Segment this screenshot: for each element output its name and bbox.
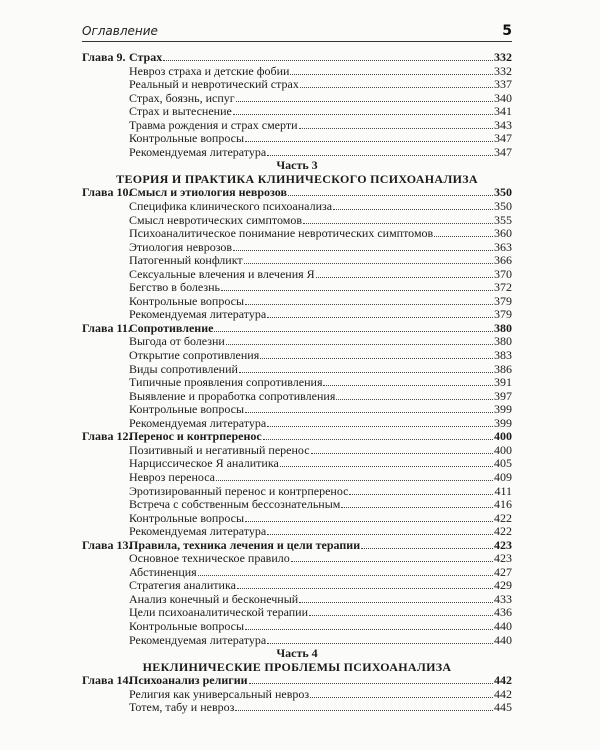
entry-line bbox=[129, 65, 512, 79]
entry-title: Цели психоаналитической терапии bbox=[129, 605, 309, 620]
running-header bbox=[82, 19, 512, 42]
entry-page-number: 423 bbox=[494, 537, 512, 552]
entry-page-number: 400 bbox=[494, 429, 512, 444]
section-entry bbox=[82, 471, 512, 485]
entry-line bbox=[129, 132, 512, 146]
dot-leader bbox=[361, 539, 493, 549]
entry-line bbox=[129, 457, 512, 471]
entry-line bbox=[129, 701, 512, 715]
entry-title: Религия как универсальный невроз bbox=[129, 686, 310, 701]
entry-line bbox=[129, 295, 512, 309]
entry-page-number: 427 bbox=[494, 564, 512, 579]
entry-title: Страх и вытеснение bbox=[129, 104, 232, 119]
entry-page-number: 341 bbox=[494, 104, 512, 119]
dot-leader bbox=[198, 566, 493, 576]
entry-page-number: 337 bbox=[494, 77, 512, 92]
section-entry bbox=[82, 105, 512, 119]
entry-title: Виды сопротивлений bbox=[129, 361, 238, 376]
entry-line bbox=[129, 417, 512, 431]
entry-line bbox=[129, 308, 512, 322]
entry-title: Психоанализ религии bbox=[129, 673, 248, 688]
chapter-label: Глава 11. bbox=[82, 320, 131, 335]
entry-title: Контрольные вопросы bbox=[129, 402, 245, 417]
section-entry bbox=[82, 634, 512, 648]
entry-page-number: 436 bbox=[494, 605, 512, 620]
entry-title: Выгода от болезни bbox=[129, 334, 225, 349]
dot-leader bbox=[245, 403, 493, 413]
section-entry bbox=[82, 403, 512, 417]
chapter-entry bbox=[82, 539, 512, 553]
entry-title: Страх bbox=[129, 50, 163, 64]
entry-title: Этиология неврозов bbox=[129, 239, 233, 254]
section-entry bbox=[82, 268, 512, 282]
entry-line bbox=[129, 579, 512, 593]
entry-line bbox=[129, 512, 512, 526]
entry-line bbox=[129, 552, 512, 566]
entry-page-number: 422 bbox=[494, 524, 512, 539]
section-entry bbox=[82, 688, 512, 702]
chapter-entry bbox=[82, 430, 512, 444]
section-entry bbox=[82, 227, 512, 241]
dot-leader bbox=[214, 322, 493, 332]
entry-title: Бегство в болезнь bbox=[129, 280, 221, 295]
entry-page-number: 380 bbox=[494, 334, 512, 349]
dot-leader bbox=[267, 308, 493, 318]
entry-line bbox=[129, 254, 512, 268]
section-entry bbox=[82, 146, 512, 160]
dot-leader bbox=[260, 349, 493, 359]
entry-page-number: 400 bbox=[494, 442, 512, 457]
dot-leader bbox=[291, 552, 493, 562]
dot-leader bbox=[288, 186, 493, 196]
entry-title: Невроз переноса bbox=[129, 469, 215, 484]
entry-title: Нарциссическое Я аналитика bbox=[129, 456, 279, 471]
section-entry bbox=[82, 308, 512, 322]
section-entry bbox=[82, 498, 512, 512]
dot-leader bbox=[235, 701, 493, 711]
entry-page-number: 332 bbox=[494, 50, 512, 64]
entry-line bbox=[129, 51, 512, 65]
section-entry bbox=[82, 376, 512, 390]
chapter-entry bbox=[82, 322, 512, 336]
entry-title: Рекомендуемая литература bbox=[129, 524, 267, 539]
entry-line bbox=[129, 227, 512, 241]
section-entry bbox=[82, 92, 512, 106]
entry-title: Тотем, табу и невроз bbox=[129, 700, 235, 715]
dot-leader bbox=[316, 268, 493, 278]
entry-line bbox=[129, 498, 512, 512]
section-entry bbox=[82, 525, 512, 539]
chapter-label: Глава 9. bbox=[82, 50, 126, 64]
entry-title: Контрольные вопросы bbox=[129, 293, 245, 308]
entry-line bbox=[129, 566, 512, 580]
chapter-label: Глава 12. bbox=[82, 429, 132, 444]
entry-page-number: 347 bbox=[494, 144, 512, 159]
chapter-entry bbox=[82, 186, 512, 200]
entry-title: Контрольные вопросы bbox=[129, 131, 245, 146]
entry-page-number: 411 bbox=[494, 483, 512, 498]
entry-page-number: 416 bbox=[494, 497, 512, 512]
entry-page-number: 350 bbox=[494, 185, 512, 200]
section-entry bbox=[82, 701, 512, 715]
section-entry bbox=[82, 200, 512, 214]
part-heading: Часть 3 bbox=[276, 158, 318, 173]
entry-line bbox=[129, 634, 512, 648]
section-entry bbox=[82, 78, 512, 92]
entry-title: Правила, техника лечения и цели терапии bbox=[129, 537, 361, 552]
entry-page-number: 440 bbox=[494, 632, 512, 647]
dot-leader bbox=[163, 51, 493, 61]
entry-title: Рекомендуемая литература bbox=[129, 307, 267, 322]
entry-line bbox=[129, 674, 512, 688]
entry-page-number: 399 bbox=[494, 402, 512, 417]
entry-line bbox=[129, 105, 512, 119]
entry-title: Страх, боязнь, испуг bbox=[129, 90, 235, 105]
entry-line bbox=[129, 119, 512, 133]
entry-line bbox=[129, 78, 512, 92]
section-entry bbox=[82, 485, 512, 499]
section-entry bbox=[82, 335, 512, 349]
entry-line bbox=[129, 606, 512, 620]
chapter-entry bbox=[82, 674, 512, 688]
entry-page-number: 433 bbox=[494, 591, 512, 606]
dot-leader bbox=[309, 606, 493, 616]
entry-title: Сексуальные влечения и влечения Я bbox=[129, 266, 315, 281]
entry-line bbox=[129, 241, 512, 255]
running-head-title: Оглавление bbox=[82, 24, 158, 38]
section-entry bbox=[82, 444, 512, 458]
entry-title: Позитивный и негативный перенос bbox=[129, 442, 310, 457]
entry-title: Основное техническое правило bbox=[129, 551, 290, 566]
dot-leader bbox=[237, 579, 493, 589]
entry-line bbox=[129, 593, 512, 607]
dot-leader bbox=[245, 132, 493, 142]
dot-leader bbox=[221, 281, 493, 291]
entry-title: Анализ конечный и бесконечный bbox=[129, 591, 299, 606]
section-entry bbox=[82, 65, 512, 79]
chapter-entry bbox=[82, 51, 512, 65]
entry-title: Открытие сопротивления bbox=[129, 348, 260, 363]
dot-leader bbox=[303, 214, 493, 224]
dot-leader bbox=[245, 295, 493, 305]
entry-page-number: 366 bbox=[494, 253, 512, 268]
dot-leader bbox=[239, 363, 493, 373]
entry-line bbox=[129, 92, 512, 106]
entry-line bbox=[129, 376, 512, 390]
section-entry bbox=[82, 579, 512, 593]
dot-leader bbox=[226, 335, 493, 345]
entry-line bbox=[129, 268, 512, 282]
entry-title: Контрольные вопросы bbox=[129, 510, 245, 525]
entry-line bbox=[129, 444, 512, 458]
section-entry bbox=[82, 254, 512, 268]
entry-line bbox=[129, 390, 512, 404]
dot-leader bbox=[216, 471, 493, 481]
part-title: НЕКЛИНИЧЕСКИЕ ПРОБЛЕМЫ ПСИХОАНАЛИЗА bbox=[142, 659, 452, 674]
entry-line bbox=[129, 281, 512, 295]
entry-line bbox=[129, 200, 512, 214]
dot-leader bbox=[267, 525, 493, 535]
entry-line bbox=[129, 688, 512, 702]
entry-page-number: 340 bbox=[494, 90, 512, 105]
section-entry bbox=[82, 552, 512, 566]
section-entry bbox=[82, 295, 512, 309]
entry-page-number: 445 bbox=[494, 700, 512, 715]
dot-leader bbox=[333, 200, 493, 210]
chapter-label: Глава 14. bbox=[82, 673, 132, 688]
section-entry bbox=[82, 593, 512, 607]
dot-leader bbox=[263, 430, 493, 440]
entry-title: Специфика клинического психоанализа bbox=[129, 199, 333, 214]
dot-leader bbox=[341, 498, 493, 508]
entry-page-number: 347 bbox=[494, 131, 512, 146]
dot-leader bbox=[299, 119, 493, 129]
entry-title: Стратегия аналитика bbox=[129, 578, 236, 593]
dot-leader bbox=[280, 457, 493, 467]
entry-page-number: 360 bbox=[494, 226, 512, 241]
section-entry bbox=[82, 390, 512, 404]
entry-title: Контрольные вопросы bbox=[129, 618, 245, 633]
entry-line bbox=[129, 186, 512, 200]
entry-page-number: 370 bbox=[494, 266, 512, 281]
dot-leader bbox=[244, 254, 493, 264]
dot-leader bbox=[245, 620, 493, 630]
dot-leader bbox=[267, 417, 493, 427]
dot-leader bbox=[323, 376, 493, 386]
entry-line bbox=[129, 539, 512, 553]
entry-line bbox=[129, 335, 512, 349]
entry-page-number: 363 bbox=[494, 239, 512, 254]
chapter-label: Глава 10. bbox=[82, 185, 132, 200]
table-of-contents bbox=[82, 51, 512, 715]
entry-page-number: 379 bbox=[494, 307, 512, 322]
entry-title: Рекомендуемая литература bbox=[129, 632, 267, 647]
chapter-label: Глава 13. bbox=[82, 537, 132, 552]
section-entry bbox=[82, 363, 512, 377]
entry-title: Психоаналитическое понимание невротических симптомов bbox=[129, 226, 434, 241]
entry-title: Рекомендуемая литература bbox=[129, 144, 267, 159]
entry-line bbox=[129, 146, 512, 160]
entry-line bbox=[129, 485, 512, 499]
dot-leader bbox=[336, 390, 493, 400]
entry-title: Встреча с собственным бессознательным bbox=[129, 497, 341, 512]
entry-line bbox=[129, 430, 512, 444]
dot-leader bbox=[349, 485, 493, 495]
dot-leader bbox=[233, 241, 493, 251]
entry-page-number: 386 bbox=[494, 361, 512, 376]
entry-line bbox=[129, 349, 512, 363]
entry-title: Сопротивление bbox=[129, 320, 214, 335]
entry-page-number: 442 bbox=[494, 673, 512, 688]
dot-leader bbox=[236, 92, 493, 102]
entry-title: Реальный и невротический страх bbox=[129, 77, 299, 92]
entry-page-number: 343 bbox=[494, 117, 512, 132]
entry-page-number: 399 bbox=[494, 415, 512, 430]
entry-title: Рекомендуемая литература bbox=[129, 415, 267, 430]
entry-page-number: 440 bbox=[494, 618, 512, 633]
dot-leader bbox=[267, 634, 493, 644]
entry-page-number: 422 bbox=[494, 510, 512, 525]
entry-page-number: 355 bbox=[494, 212, 512, 227]
dot-leader bbox=[249, 674, 493, 684]
dot-leader bbox=[310, 688, 493, 698]
section-entry bbox=[82, 241, 512, 255]
entry-line bbox=[129, 403, 512, 417]
section-entry bbox=[82, 512, 512, 526]
section-entry bbox=[82, 281, 512, 295]
entry-title: Травма рождения и страх смерти bbox=[129, 117, 298, 132]
dot-leader bbox=[233, 105, 493, 115]
section-entry bbox=[82, 349, 512, 363]
dot-leader bbox=[290, 65, 493, 75]
entry-page-number: 350 bbox=[494, 199, 512, 214]
entry-page-number: 391 bbox=[494, 375, 512, 390]
entry-line bbox=[129, 525, 512, 539]
section-entry bbox=[82, 119, 512, 133]
entry-page-number: 429 bbox=[494, 578, 512, 593]
entry-page-number: 332 bbox=[494, 63, 512, 78]
entry-page-number: 383 bbox=[494, 348, 512, 363]
entry-page-number: 397 bbox=[494, 388, 512, 403]
entry-title: Невроз страха и детские фобии bbox=[129, 63, 290, 78]
entry-line bbox=[129, 214, 512, 228]
entry-title: Абстиненция bbox=[129, 564, 197, 579]
entry-line bbox=[129, 322, 512, 336]
part-heading: Часть 4 bbox=[276, 646, 318, 661]
entry-page-number: 372 bbox=[494, 280, 512, 295]
entry-page-number: 423 bbox=[494, 551, 512, 566]
part-title: ТЕОРИЯ И ПРАКТИКА КЛИНИЧЕСКОГО ПСИХОАНАЛИЗА bbox=[116, 171, 478, 186]
section-entry bbox=[82, 620, 512, 634]
entry-title: Патогенный конфликт bbox=[129, 253, 243, 268]
entry-title: Эротизированный перенос и контрперенос bbox=[129, 483, 349, 498]
section-entry bbox=[82, 417, 512, 431]
entry-title: Перенос и контрперенос bbox=[129, 429, 262, 444]
entry-page-number: 405 bbox=[494, 456, 512, 471]
entry-title: Типичные проявления сопротивления bbox=[129, 375, 323, 390]
dot-leader bbox=[299, 593, 493, 603]
entry-line bbox=[129, 363, 512, 377]
entry-line bbox=[129, 471, 512, 485]
dot-leader bbox=[311, 444, 493, 454]
entry-title: Смысл и этиология неврозов bbox=[129, 185, 287, 200]
dot-leader bbox=[300, 78, 493, 88]
dot-leader bbox=[434, 227, 493, 237]
entry-page-number: 442 bbox=[494, 686, 512, 701]
dot-leader bbox=[267, 146, 493, 156]
entry-title: Смысл невротических симптомов bbox=[129, 212, 303, 227]
entry-page-number: 409 bbox=[494, 469, 512, 484]
entry-page-number: 379 bbox=[494, 293, 512, 308]
section-entry bbox=[82, 214, 512, 228]
section-entry bbox=[82, 606, 512, 620]
entry-title: Выявление и проработка сопротивления bbox=[129, 388, 336, 403]
entry-line bbox=[129, 620, 512, 634]
page-number: 5 bbox=[502, 23, 512, 39]
entry-page-number: 380 bbox=[494, 320, 512, 335]
section-entry bbox=[82, 457, 512, 471]
section-entry bbox=[82, 132, 512, 146]
dot-leader bbox=[245, 512, 493, 522]
section-entry bbox=[82, 566, 512, 580]
